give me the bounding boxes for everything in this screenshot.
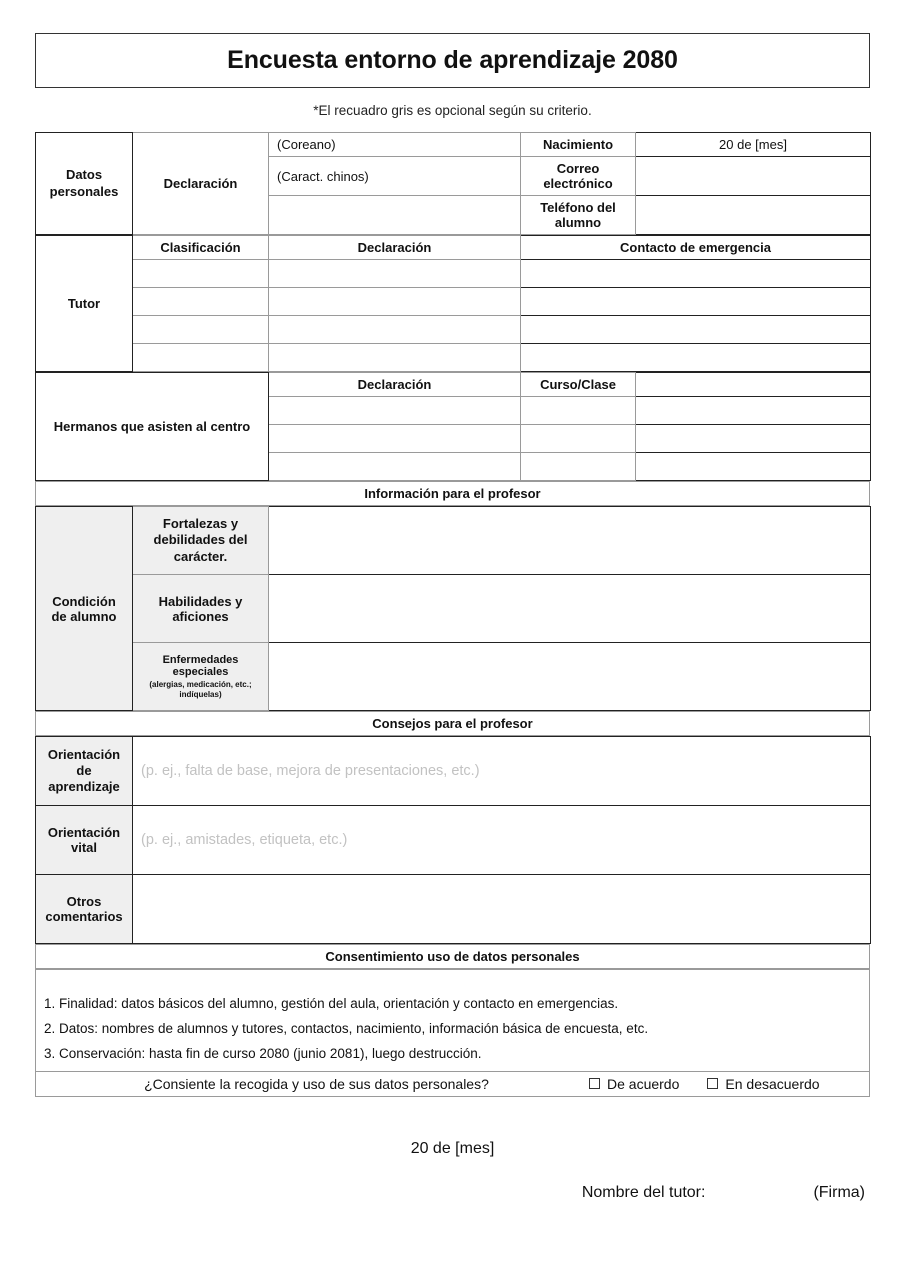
advice-label-life: Orientación vital bbox=[36, 806, 133, 875]
tutor-header-clasificacion: Clasificación bbox=[133, 236, 269, 260]
consent-clause-2: 2. Datos: nombres de alumnos y tutores, contactos, nacimiento, información básica de encuesta, etc. bbox=[44, 1020, 649, 1036]
table-row bbox=[36, 712, 870, 736]
consent-agree-label: De acuerdo bbox=[607, 1075, 680, 1092]
siblings-declaracion-field[interactable] bbox=[269, 453, 521, 481]
title-box bbox=[35, 33, 870, 88]
condition-value-skills[interactable] bbox=[269, 575, 871, 643]
student-phone-value-field[interactable] bbox=[636, 196, 871, 235]
condition-label-character: Fortalezas y debilidades del carácter. bbox=[133, 507, 269, 575]
tutor-declaracion-field[interactable] bbox=[269, 260, 521, 288]
table-row bbox=[36, 133, 871, 157]
advice-label-learning: Orientación de aprendizaje bbox=[36, 737, 133, 806]
consent-question-row bbox=[36, 1071, 870, 1096]
siblings-declaracion-field[interactable] bbox=[269, 397, 521, 425]
checkbox-icon[interactable] bbox=[707, 1078, 718, 1089]
table-row bbox=[36, 260, 871, 288]
table-row bbox=[36, 806, 871, 875]
email-label: Correo electrónico bbox=[521, 157, 636, 196]
advice-value-other[interactable] bbox=[133, 875, 871, 944]
student-condition-table bbox=[35, 506, 871, 711]
form-sheet bbox=[35, 0, 870, 1202]
personal-data-section-label: Datos personales bbox=[36, 133, 133, 235]
consent-band bbox=[35, 944, 870, 969]
teacher-advice-band-label: Consejos para el profesor bbox=[36, 712, 870, 736]
table-row bbox=[36, 373, 871, 397]
consent-disagree-option[interactable] bbox=[707, 1076, 819, 1092]
teacher-advice-table bbox=[35, 736, 871, 944]
teacher-info-band-label: Información para el profesor bbox=[36, 482, 870, 506]
condition-label-illness-cell bbox=[133, 643, 269, 711]
tutor-clasificacion-field[interactable] bbox=[133, 344, 269, 372]
student-condition-section-label: Condición de alumno bbox=[36, 507, 133, 711]
personal-declaration-label: Declaración bbox=[133, 133, 269, 235]
consent-agree-option[interactable] bbox=[589, 1076, 679, 1092]
siblings-header-extra bbox=[636, 373, 871, 397]
table-row bbox=[36, 236, 871, 260]
tutor-declaracion-field[interactable] bbox=[269, 344, 521, 372]
table-row bbox=[36, 288, 871, 316]
teacher-advice-band bbox=[35, 711, 870, 736]
consent-band-label: Consentimiento uso de datos personales bbox=[36, 945, 870, 969]
tutor-clasificacion-field[interactable] bbox=[133, 316, 269, 344]
consent-clauses bbox=[36, 970, 870, 1072]
siblings-curso-field[interactable] bbox=[521, 453, 636, 481]
table-row bbox=[36, 482, 870, 506]
teacher-info-band bbox=[35, 481, 870, 506]
advice-label-other: Otros comentarios bbox=[36, 875, 133, 944]
siblings-header-declaracion: Declaración bbox=[269, 373, 521, 397]
condition-label-skills: Habilidades y aficiones bbox=[133, 575, 269, 643]
table-row bbox=[36, 507, 871, 575]
condition-sublabel-illness: (alergias, medicación, etc.; indíquelas) bbox=[149, 679, 252, 699]
footer-signature-row bbox=[35, 1184, 870, 1202]
siblings-header-curso: Curso/Clase bbox=[521, 373, 636, 397]
table-row bbox=[36, 316, 871, 344]
table-row bbox=[36, 970, 870, 1072]
tutor-contacto-field[interactable] bbox=[521, 288, 871, 316]
consent-clause-3: 3. Conservación: hasta fin de curso 2080 (junio 2081), luego destrucción. bbox=[44, 1045, 482, 1061]
siblings-declaracion-field[interactable] bbox=[269, 425, 521, 453]
footer-signature-label: (Firma) bbox=[813, 1183, 865, 1201]
tutor-clasificacion-field[interactable] bbox=[133, 260, 269, 288]
consent-spacer bbox=[44, 974, 861, 992]
condition-value-illness[interactable] bbox=[269, 643, 871, 711]
advice-placeholder-life: (p. ej., amistades, etiqueta, etc.) bbox=[141, 832, 348, 848]
advice-placeholder-learning: (p. ej., falta de base, mejora de presentaciones, etc.) bbox=[141, 763, 480, 779]
subtitle-note: *El recuadro gris es opcional según su criterio. bbox=[313, 103, 592, 118]
table-row bbox=[36, 737, 871, 806]
table-row bbox=[36, 1071, 870, 1096]
checkbox-icon[interactable] bbox=[589, 1078, 600, 1089]
tutor-contacto-field[interactable] bbox=[521, 344, 871, 372]
tutor-header-contacto: Contacto de emergencia bbox=[521, 236, 871, 260]
birth-value-field[interactable]: 20 de [mes] bbox=[636, 133, 871, 157]
footer-date: 20 de [mes] bbox=[410, 1139, 495, 1157]
advice-value-life[interactable] bbox=[133, 806, 871, 875]
tutor-declaracion-field[interactable] bbox=[269, 288, 521, 316]
condition-value-character[interactable] bbox=[269, 507, 871, 575]
table-row bbox=[36, 344, 871, 372]
tutor-header-declaracion: Declaración bbox=[269, 236, 521, 260]
table-row bbox=[36, 575, 871, 643]
tutor-clasificacion-field[interactable] bbox=[133, 288, 269, 316]
tutor-section-label: Tutor bbox=[36, 236, 133, 372]
email-value-field[interactable] bbox=[636, 157, 871, 196]
siblings-curso-field[interactable] bbox=[521, 397, 636, 425]
table-row bbox=[36, 875, 871, 944]
siblings-table bbox=[35, 372, 871, 481]
consent-disagree-label: En desacuerdo bbox=[725, 1075, 820, 1092]
table-row bbox=[36, 945, 870, 969]
hanja-name-field[interactable]: (Caract. chinos) bbox=[269, 157, 521, 196]
tutor-contacto-field[interactable] bbox=[521, 316, 871, 344]
personal-data-table bbox=[35, 132, 871, 235]
tutor-contacto-field[interactable] bbox=[521, 260, 871, 288]
student-phone-label: Teléfono del alumno bbox=[521, 196, 636, 235]
siblings-extra-field[interactable] bbox=[636, 397, 871, 425]
tutor-declaracion-field[interactable] bbox=[269, 316, 521, 344]
table-row bbox=[36, 643, 871, 711]
footer-tutor-name-label: Nombre del tutor: bbox=[581, 1183, 706, 1201]
consent-table bbox=[35, 969, 870, 1097]
siblings-extra-field[interactable] bbox=[636, 425, 871, 453]
tutor-table bbox=[35, 235, 871, 372]
consent-clause-1: 1. Finalidad: datos básicos del alumno, gestión del aula, orientación y contacto en emergencias. bbox=[44, 996, 619, 1011]
page-title: Encuesta entorno de aprendizaje 2080 bbox=[227, 46, 678, 74]
korean-name-field[interactable]: (Coreano) bbox=[269, 133, 521, 157]
condition-label-illness: Enfermedades especiales bbox=[162, 653, 239, 678]
consent-question: ¿Consiente la recogida y uso de sus datos personales? bbox=[144, 1075, 489, 1092]
birth-label: Nacimiento bbox=[521, 133, 636, 157]
siblings-extra-field[interactable] bbox=[636, 453, 871, 481]
siblings-section-label: Hermanos que asisten al centro bbox=[36, 373, 269, 481]
advice-value-learning[interactable] bbox=[133, 737, 871, 806]
siblings-curso-field[interactable] bbox=[521, 425, 636, 453]
name-extra-field[interactable] bbox=[269, 196, 521, 235]
